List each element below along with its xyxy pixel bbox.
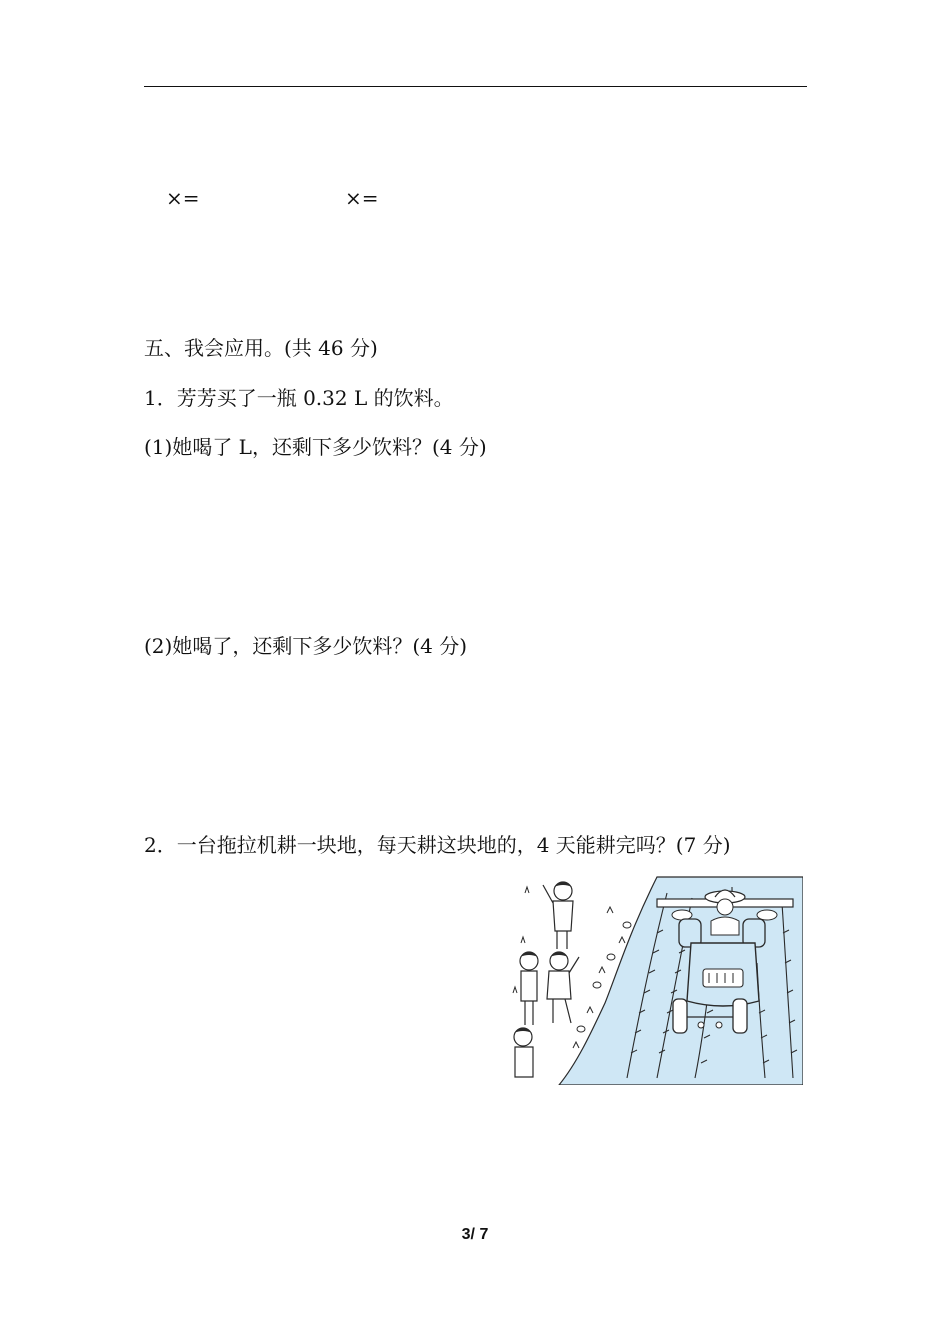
question-1-part-1: (1)她喝了 L，还剩下多少饮料？(4 分) [144,435,487,459]
section-heading: 五、我会应用。(共 46 分) [144,336,378,360]
formula-right: ×= [345,186,379,210]
page-number: 3/ 7 [461,1226,489,1243]
header-rule [144,86,807,87]
question-1-part-2: (2)她喝了，还剩下多少饮料？(4 分) [144,634,468,658]
formula-left: ×= [166,186,200,210]
tractor-field-illustration [507,873,803,1085]
question-2-stem: 2．一台拖拉机耕一块地，每天耕这块地的，4 天能耕完吗？(7 分) [144,833,731,857]
question-1-stem: 1．芳芳买了一瓶 0.32 L 的饮料。 [144,386,454,410]
